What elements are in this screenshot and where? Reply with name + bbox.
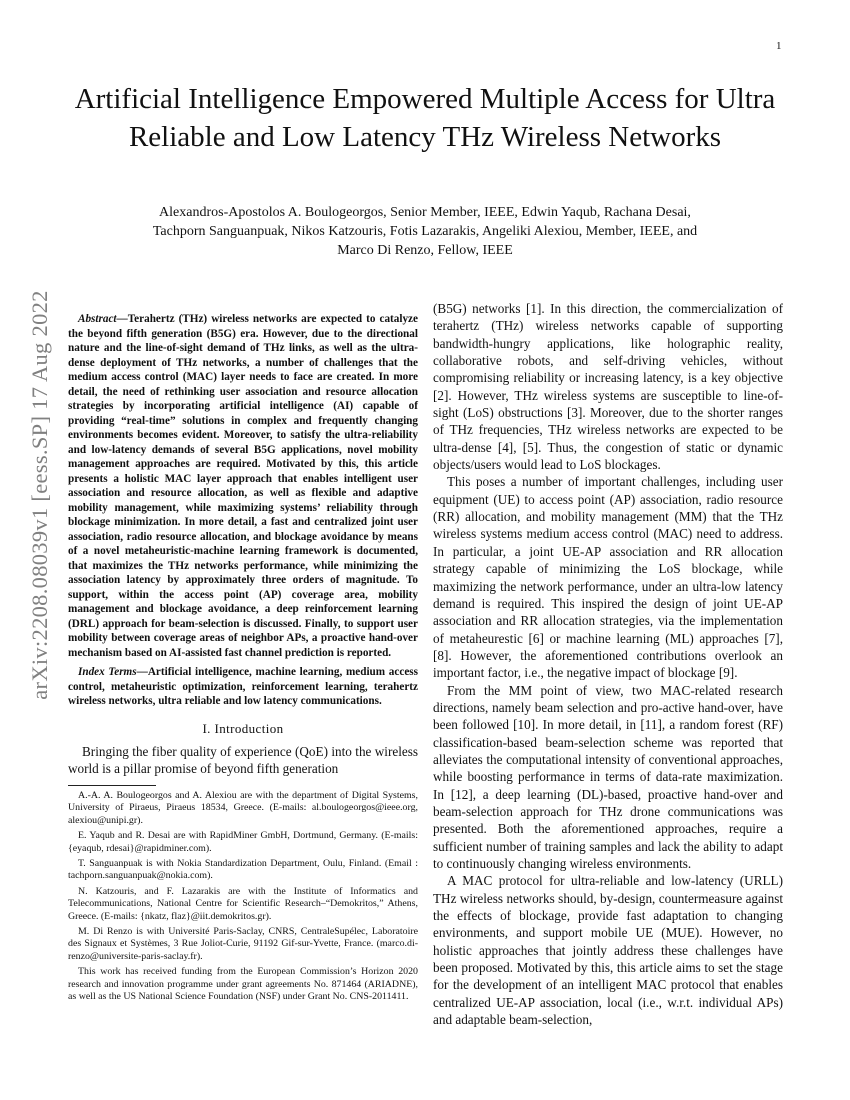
- footnote-affiliation-4: N. Katzouris, and F. Lazarakis are with the Institute of Informatics and Telecommunications, National Centre for Scientific Research–“Demokritos,” Athens, Greece. (E-mails: {nkatz, flaz}@iit.demokritos.gr).: [68, 885, 418, 922]
- arxiv-identifier-text: arXiv:2208.08039v1 [eess.SP] 17 Aug 2022: [27, 290, 52, 700]
- left-column: [68, 312, 418, 1006]
- index-terms-text: —Artificial intelligence, machine learning, medium access control, metaheuristic optimization, reinforcement learning, terahertz wireless networks, ultra reliable and low latency communications.: [68, 666, 418, 707]
- abstract-paragraph: [68, 312, 418, 660]
- body-paragraph: A MAC protocol for ultra-reliable and low-latency (URLL) THz wireless networks should, by-design, countermeasure against the effects of blockage, provide fast adaptation to changing environments, and support mobile UE (MUE). However, no holistic approaches that jointly address these challenges have been proposed. Motivated by this, this article aims to set the stage for the development of an intelligent MAC protocol that enables centralized UE-AP association, local (i.e., w.r.t. individual APs) and adaptable beam-selection,: [433, 873, 783, 1028]
- footnote-affiliation-1: A.-A. A. Boulogeorgos and A. Alexiou are with the department of Digital Systems, University of Piraeus, Piraeus 18534, Greece. (E-mails: al.boulogeorgos@ieee.org, alexiou@unipi.gr).: [68, 789, 418, 826]
- right-column: [433, 300, 783, 1028]
- section-heading-introduction: I. Introduction: [202, 720, 284, 736]
- footnote-divider: [68, 785, 156, 786]
- abstract-label: Abstract: [78, 313, 117, 325]
- footnote-affiliation-5: M. Di Renzo is with Université Paris-Saclay, CNRS, CentraleSupélec, Laboratoire des Signaux et Systèmes, 3 Rue Joliot-Curie, 91192 Gif-sur-Yvette, France. (marco.di-renzo@universite-paris-saclay.fr).: [68, 925, 418, 962]
- index-terms-label: Index Terms: [78, 666, 137, 678]
- footnote-funding: This work has received funding from the European Commission’s Horizon 2020 research and innovation programme under grant agreements No. 871464 (ARIADNE), as well as the US National Science Foundation (NSF) under Grant No. CNS-2011411.: [68, 966, 418, 1002]
- body-paragraph: This poses a number of important challenges, including user equipment (UE) to access point (AP) association, radio resource (RR) allocation, and mobility management (MM) that the THz wireless systems medium access control (MAC) need to address. In particular, a joint UE-AP association and RR allocation strategy capable of minimizing the LoS blockage, while maximizing the network performance, under an ultra-low latency demand is required. This inspired the design of joint UE-AP association and RR allocation strategies, via the implementation of metaheurestic [6] or machine learning (ML) approaches [7], [8]. However, the aforementioned contributions overlook an important factor, i.e., the negative impact of blockage [9].: [433, 474, 783, 681]
- paper-title: Artificial Intelligence Empowered Multiple Access for Ultra Reliable and Low Latency THz Wireless Networks: [74, 83, 776, 153]
- author-line-2: Tachporn Sanguanpuak, Nikos Katzouris, Fotis Lazarakis, Angeliki Alexiou, Member, IEEE, and: [152, 224, 698, 239]
- body-paragraph: From the MM point of view, two MAC-related research directions, namely beam selection and pro-active hand-over, have been followed [10]. In more detail, in [11], a random forest (RF) classification-based beam-selection scheme was reported that alleviates the computational intensity of conventional approaches, while boosting performance in terms of data-rate maximization. In [12], a deep learning (DL)-based, proactive hand-over and beam-selection approach for THz drone communications was presented. Both the aforementioned approaches, require a sufficient number of training samples and lack the ability to adapt to continuously changing wireless environments.: [433, 682, 783, 871]
- author-line-1: Alexandros-Apostolos A. Boulogeorgos, Senior Member, IEEE, Edwin Yaqub, Rachana Desai,: [159, 205, 691, 220]
- arxiv-identifier-stamp: [22, 290, 58, 700]
- abstract-text: —Terahertz (THz) wireless networks are expected to catalyze the beyond fifth generation (B5G) era. However, due to the directional nature and the line-of-sight demand of THz links, as well as the ultra-dense deployment of THz networks, a number of challenges that the medium access control (MAC) layer needs to face are created. In more detail, the need of rethinking user association and resource allocation strategies by incorporating artificial intelligence (AI) capable of providing “real-time” solutions in complex and frequently changing environments becomes evident. Moreover, to satisfy the ultra-reliability and low-latency demands of several B5G applications, novel mobility management approaches are required. Motivated by this, this article presents a holistic MAC layer approach that enables intelligent user association and resource allocation, as well as flexible and adaptive mobility management, while maximizing systems’ reliability through blockage minimization. In more detail, a fast and centralized joint user association, radio resource allocation, and blockage avoidance by means of a novel metaheuristic-machine learning framework is documented, that maximizes the THz networks performance, while minimizing the association latency by approximately three orders of magnitude. To support, within the access point (AP) coverage area, mobility management and blockage avoidance, a deep reinforcement learning (DRL) approach for beam-selection is discussed. Finally, to support user mobility between coverage areas of neighbor APs, a proactive hand-over mechanism based on AI-assisted fast channel prediction is reported.: [68, 313, 418, 659]
- footnotes: [68, 790, 418, 1004]
- body-paragraph: (B5G) networks [1]. In this direction, the commercialization of terahertz (THz) wireless networks capable of supporting bandwidth-hungry applications, like holographic reality, collaborative robots, and self-driving vehicles, without compromising reliability or increasing latency, is a key objective [2]. However, THz wireless systems are susceptible to line-of-sight (LoS) obstructions [3]. Moreover, due to the shorter ranges of THz frequencies, THz wireless networks are expected to be ultra-dense [4], [5]. Thus, the congestion of static or dynamic objects/users would lead to LoS blockages.: [433, 301, 783, 473]
- index-terms-paragraph: [68, 665, 418, 709]
- intro-paragraph: Bringing the fiber quality of experience (QoE) into the wireless world is a pillar promise of beyond fifth generation: [68, 743, 418, 776]
- footnote-affiliation-3: T. Sanguanpuak is with Nokia Standardization Department, Oulu, Finland. (Email : tachporn.sanguanpuak@nokia.com).: [68, 857, 418, 882]
- page-number: 1: [776, 40, 782, 52]
- abstract-block: [68, 312, 418, 709]
- author-line-3: Marco Di Renzo, Fellow, IEEE: [337, 243, 513, 258]
- footnote-affiliation-2: E. Yaqub and R. Desai are with RapidMiner GmbH, Dortmund, Germany. (E-mails: {eyaqub, rdesai}@rapidminer.com).: [68, 830, 418, 854]
- author-list: [90, 203, 760, 260]
